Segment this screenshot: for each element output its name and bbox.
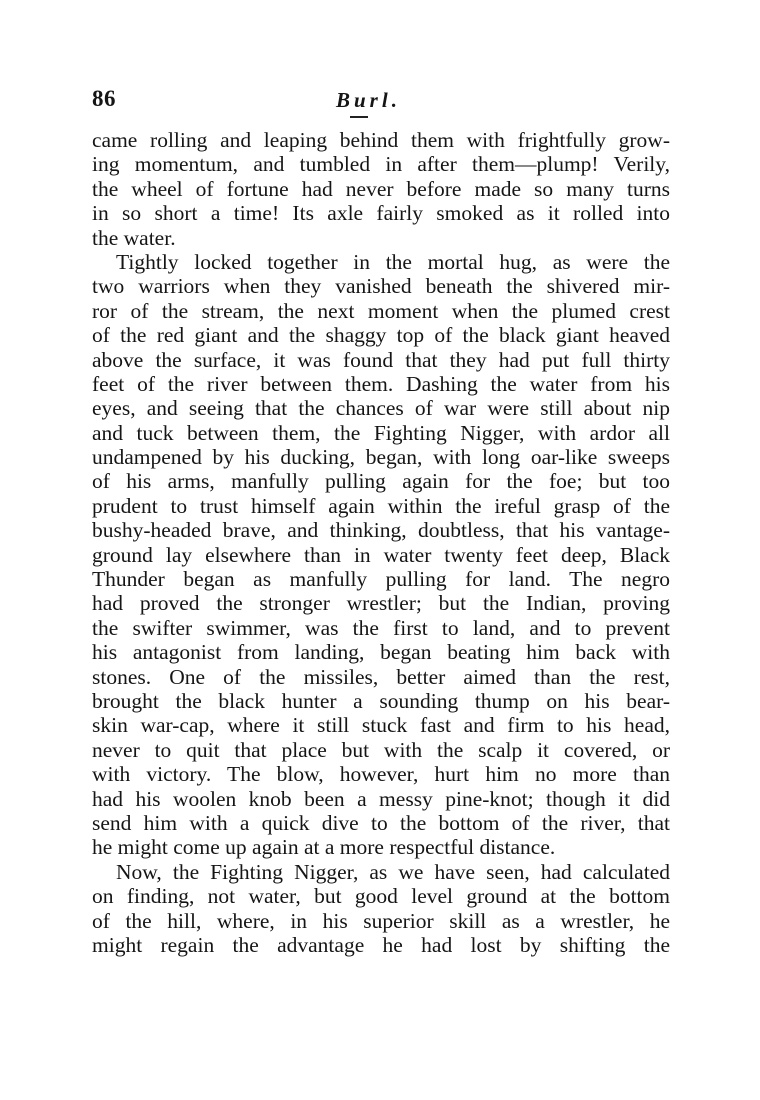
text-line: the swifter swimmer, was the first to land, and to prevent	[92, 615, 670, 640]
text-line: had his woolen knob been a messy pine-knot; though it did	[92, 786, 670, 811]
text-line: Now, the Fighting Nigger, as we have seen, had calculated	[116, 859, 670, 884]
text-line: on finding, not water, but good level ground at the bottom	[92, 884, 670, 909]
text-line: bushy-headed brave, and thinking, doubtless, that his vantage-	[92, 518, 670, 543]
text-line: prudent to trust himself again within the ireful grasp of the	[92, 493, 670, 518]
text-line: in so short a time! Its axle fairly smoked as it rolled into	[92, 201, 670, 226]
text-line: above the surface, it was found that they had put full thirty	[92, 347, 670, 372]
text-line: ing momentum, and tumbled in after them—plump! Verily,	[92, 152, 670, 177]
text-line: brought the black hunter a sounding thump on his bear-	[92, 688, 670, 713]
text-line: eyes, and seeing that the chances of war were still about nip	[92, 396, 670, 421]
running-title: Burl.	[336, 88, 401, 112]
text-line: with victory. The blow, however, hurt him no more than	[92, 762, 670, 787]
text-line: he might come up again at a more respectful distance.	[92, 835, 556, 860]
text-line: of the red giant and the shaggy top of the black giant heaved	[92, 323, 670, 348]
text-line: the wheel of fortune had never before made so many turns	[92, 176, 670, 201]
text-line: had proved the stronger wrestler; but the Indian, proving	[92, 591, 670, 616]
text-line: Thunder began as manfully pulling for land. The negro	[92, 567, 670, 592]
text-line: never to quit that place but with the scalp it covered, or	[92, 737, 670, 762]
text-line: two warriors when they vanished beneath the shivered mir-	[92, 274, 670, 299]
text-line: and tuck between them, the Fighting Nigger, with ardor all	[92, 420, 670, 445]
text-line: feet of the river between them. Dashing the water from his	[92, 371, 670, 396]
text-line: his antagonist from landing, began beating him back with	[92, 640, 670, 665]
text-line: stones. One of the missiles, better aimed than the rest,	[92, 664, 670, 689]
text-line: ror of the stream, the next moment when the plumed crest	[92, 298, 670, 323]
page-number: 86	[92, 86, 116, 111]
text-line: the water.	[92, 225, 176, 250]
text-line: Tightly locked together in the mortal hug, as were the	[116, 249, 670, 274]
text-line: came rolling and leaping behind them with frightfully grow-	[92, 128, 670, 152]
text-line: of the hill, where, in his superior skill as a wrestler, he	[92, 908, 670, 933]
text-line: might regain the advantage he had lost by shifting the	[92, 932, 670, 957]
text-line: undampened by his ducking, began, with long oar-like sweeps	[92, 445, 670, 470]
text-line: of his arms, manfully pulling again for the foe; but too	[92, 469, 670, 494]
text-line: ground lay elsewhere than in water twenty feet deep, Black	[92, 542, 670, 567]
body-text	[92, 128, 670, 957]
text-line: send him with a quick dive to the bottom of the river, that	[92, 810, 670, 835]
page-header	[92, 86, 670, 126]
title-rule	[350, 116, 368, 118]
text-line: skin war-cap, where it still stuck fast and firm to his head,	[92, 713, 670, 738]
